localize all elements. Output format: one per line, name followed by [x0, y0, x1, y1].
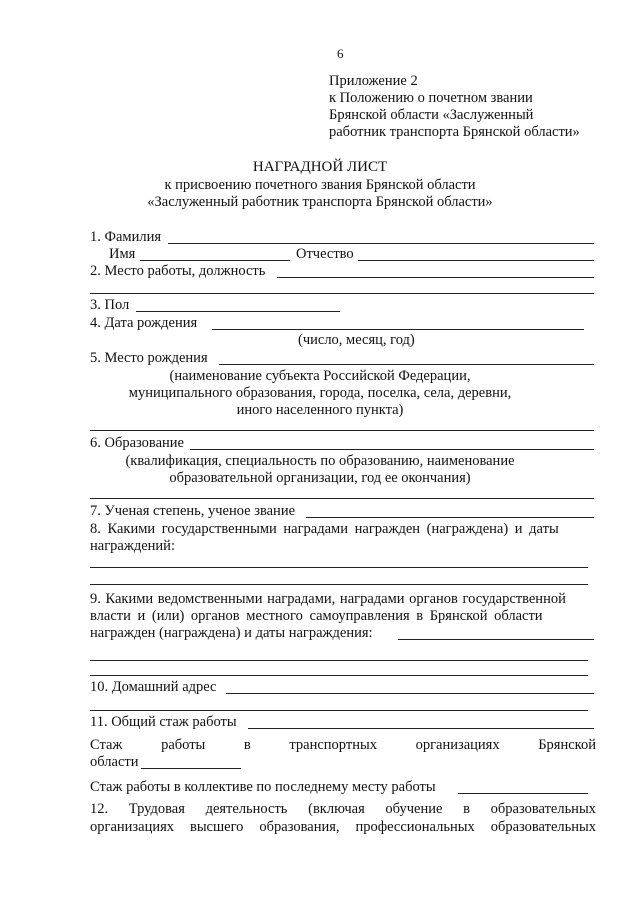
- education-field-2[interactable]: [90, 498, 594, 499]
- education-hint-1: (квалификация, специальность по образованию, наименование: [125, 453, 515, 469]
- transport-experience-line-2: области: [90, 754, 139, 770]
- sex-label: 3. Пол: [90, 297, 130, 313]
- surname-label: 1. Фамилия: [90, 229, 161, 245]
- transport-word-3: в: [243, 737, 251, 753]
- dept-awards-field-1[interactable]: [398, 639, 594, 640]
- labor-word-3: деятельность: [205, 801, 288, 817]
- labor-word-7: образовательных: [490, 801, 596, 817]
- page-number: 6: [337, 46, 344, 61]
- labor-word-11: профессиональных: [355, 819, 475, 835]
- education-field[interactable]: [190, 449, 594, 450]
- state-awards-field-1[interactable]: [90, 567, 588, 568]
- sex-field[interactable]: [136, 311, 340, 312]
- workplace-label: 2. Место работы, должность: [90, 263, 266, 279]
- labor-word-12: образовательных: [490, 819, 596, 835]
- labor-word-5: обучение: [385, 801, 443, 817]
- transport-word-1: Стаж: [90, 737, 123, 753]
- transport-word-6: Брянской: [538, 737, 596, 753]
- dept-awards-field-3[interactable]: [90, 675, 588, 676]
- birthplace-field[interactable]: [219, 364, 594, 365]
- birthplace-hint-2: муниципального образования, города, поселка, села, деревни,: [128, 385, 512, 401]
- labor-word-6: в: [463, 801, 470, 817]
- home-address-label: 10. Домашний адрес: [90, 679, 217, 695]
- appendix-line-1: Приложение 2: [329, 73, 418, 89]
- state-awards-line-1: [90, 521, 596, 537]
- workplace-field[interactable]: [277, 277, 594, 278]
- total-experience-label: 11. Общий стаж работы: [90, 714, 237, 730]
- birthplace-field-2[interactable]: [90, 430, 594, 431]
- transport-word-4: транспортных: [289, 737, 377, 753]
- dept-awards-field-2[interactable]: [90, 660, 588, 661]
- patronymic-field[interactable]: [358, 260, 594, 261]
- workplace-field-2[interactable]: [90, 293, 594, 294]
- title-sub-2: «Заслуженный работник транспорта Брянской области»: [147, 194, 493, 210]
- name-field[interactable]: [140, 260, 290, 261]
- surname-field[interactable]: [168, 243, 594, 244]
- labor-word-1: 12.: [90, 801, 109, 817]
- transport-word-2: работы: [161, 737, 206, 753]
- birthdate-field[interactable]: [212, 329, 584, 330]
- transport-word-5: организациях: [415, 737, 500, 753]
- birthplace-hint-3: иного населенного пункта): [236, 402, 404, 418]
- labor-word-10: образования,: [259, 819, 340, 835]
- appendix-line-3: Брянской области «Заслуженный: [329, 107, 534, 123]
- state-awards-line-2: награждений:: [90, 538, 175, 554]
- collective-experience-label: Стаж работы в коллективе по последнему месту работы: [90, 779, 436, 795]
- labor-activity-line-1: [90, 801, 596, 817]
- birthdate-label: 4. Дата рождения: [90, 315, 198, 331]
- degree-label: 7. Ученая степень, ученое звание: [90, 503, 296, 519]
- collective-experience-field[interactable]: [458, 793, 588, 794]
- labor-word-2: Трудовая: [128, 801, 185, 817]
- appendix-line-4: работник транспорта Брянской области»: [329, 124, 580, 140]
- transport-experience-line-1: [90, 737, 596, 753]
- labor-activity-line-2: [90, 819, 596, 835]
- state-awards-field-2[interactable]: [90, 584, 588, 585]
- appendix-line-2: к Положению о почетном звании: [329, 90, 533, 106]
- degree-field[interactable]: [306, 517, 594, 518]
- transport-experience-field[interactable]: [141, 768, 241, 769]
- dept-awards-line-1: 9. Какими ведомственными наградами, наградами органов государственной: [90, 591, 566, 607]
- education-hint-2: образовательной организации, год ее окончания): [169, 470, 471, 486]
- birthplace-label: 5. Место рождения: [90, 350, 208, 366]
- patronymic-label: Отчество: [296, 246, 354, 262]
- dept-awards-line-3: награжден (награждена) и даты награждения:: [90, 625, 373, 641]
- birthplace-hint-1: (наименование субъекта Российской Федерации,: [169, 368, 471, 384]
- title-sub-1: к присвоению почетного звания Брянской области: [164, 177, 476, 193]
- dept-awards-line-2: власти и (или) органов местного самоуправления в Брянской области: [90, 608, 543, 624]
- labor-word-9: высшего: [189, 819, 244, 835]
- home-address-field-2[interactable]: [90, 710, 588, 711]
- home-address-field[interactable]: [226, 693, 594, 694]
- total-experience-field[interactable]: [248, 728, 594, 729]
- labor-word-4: (включая: [308, 801, 365, 817]
- birthdate-hint: (число, месяц, год): [298, 332, 415, 348]
- education-label: 6. Образование: [90, 435, 184, 451]
- state-awards-text-1: 8. Какими государственными наградами награжден (награждена) и даты: [90, 521, 559, 537]
- page-title: НАГРАДНОЙ ЛИСТ: [252, 159, 388, 175]
- labor-word-8: организациях: [90, 819, 175, 835]
- name-label: Имя: [109, 246, 136, 262]
